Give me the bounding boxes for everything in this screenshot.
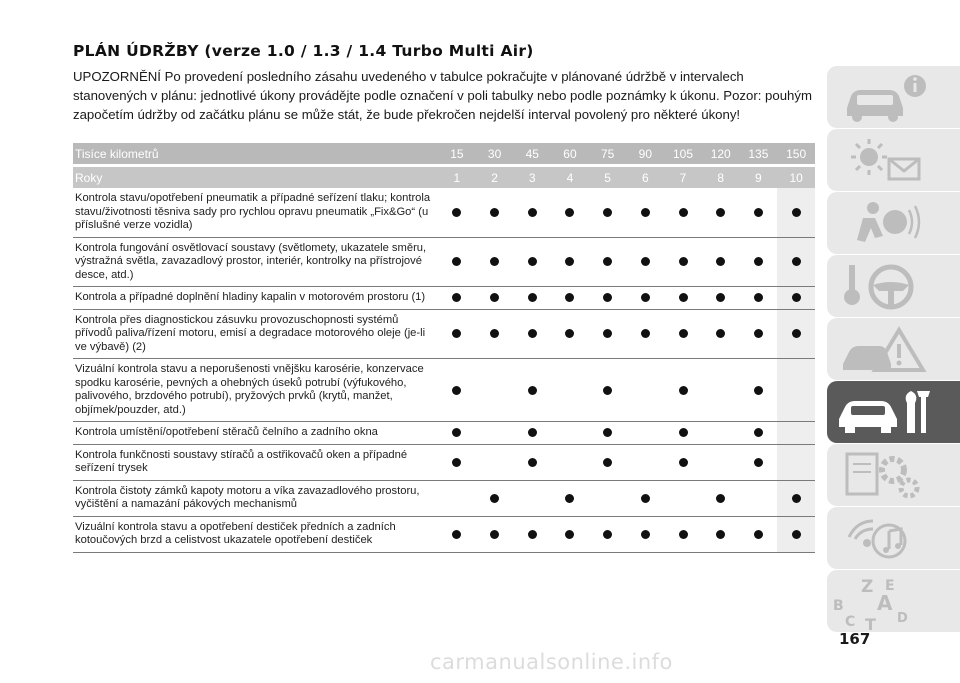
interval-cell <box>589 309 627 359</box>
required-dot-icon <box>603 530 612 539</box>
interval-cell <box>740 359 778 422</box>
km-header-cell: 150 <box>777 143 815 164</box>
index-letter: B <box>833 598 844 614</box>
interval-cell <box>702 480 740 516</box>
interval-cell <box>664 309 702 359</box>
table-row <box>73 287 815 310</box>
required-dot-icon <box>754 428 763 437</box>
sidebar-tab-car-service[interactable] <box>827 381 960 443</box>
km-header-cell: 90 <box>626 143 664 164</box>
required-dot-icon <box>452 458 461 467</box>
interval-cell <box>476 422 514 445</box>
km-header-cell: 120 <box>702 143 740 164</box>
required-dot-icon <box>754 208 763 217</box>
required-dot-icon <box>565 329 574 338</box>
task-description: Vizuální kontrola stavu a opotřebení destiček předních a zadních kotoučových brzd a celistvost ukazatele opotřebení destiček <box>73 516 438 552</box>
sidebar-tab-multimedia[interactable] <box>827 507 960 569</box>
interval-cell <box>476 444 514 480</box>
required-dot-icon <box>679 208 688 217</box>
warning-lights-icon <box>827 129 960 191</box>
interval-cell <box>740 237 778 287</box>
interval-cell <box>626 444 664 480</box>
interval-cell <box>551 309 589 359</box>
interval-cell <box>740 480 778 516</box>
interval-cell <box>626 188 664 237</box>
interval-cell <box>589 422 627 445</box>
interval-cell <box>777 480 815 516</box>
index-letter: A <box>877 591 893 615</box>
required-dot-icon <box>528 458 537 467</box>
required-dot-icon <box>490 494 499 503</box>
interval-cell <box>777 359 815 422</box>
required-dot-icon <box>452 386 461 395</box>
required-dot-icon <box>679 293 688 302</box>
interval-cell <box>438 309 476 359</box>
task-description: Vizuální kontrola stavu a neporušenosti vnějšku karosérie, konzervace spodku karosérie, pevných a ohebných úseků potrubí (výfukového, palivového, brzdového potrubí), pryžových prvků (krytů, manžet, objímek/pouzder, atd.) <box>73 359 438 422</box>
interval-cell <box>513 516 551 552</box>
key-steering-wheel-icon <box>827 255 960 317</box>
interval-cell <box>438 516 476 552</box>
car-service-wrench-icon <box>827 381 960 443</box>
index-letter: D <box>897 611 908 626</box>
interval-cell <box>589 359 627 422</box>
interval-cell <box>589 480 627 516</box>
required-dot-icon <box>452 530 461 539</box>
required-dot-icon <box>716 293 725 302</box>
interval-cell <box>626 516 664 552</box>
interval-cell <box>626 309 664 359</box>
task-description: Kontrola čistoty zámků kapoty motoru a víka zavazadlového prostoru, vyčištění a namazání pákových mechanismů <box>73 480 438 516</box>
required-dot-icon <box>603 386 612 395</box>
interval-cell <box>513 480 551 516</box>
page-title: PLÁN ÚDRŽBY (verze 1.0 / 1.3 / 1.4 Turbo Multi Air) <box>73 42 534 60</box>
interval-cell <box>664 422 702 445</box>
table-row <box>73 359 815 422</box>
interval-cell <box>702 444 740 480</box>
required-dot-icon <box>754 530 763 539</box>
required-dot-icon <box>528 257 537 266</box>
required-dot-icon <box>792 494 801 503</box>
required-dot-icon <box>603 293 612 302</box>
year-header-cell: 5 <box>589 167 627 188</box>
required-dot-icon <box>490 293 499 302</box>
interval-cell <box>702 516 740 552</box>
interval-cell <box>589 516 627 552</box>
airbag-safety-icon <box>827 192 960 254</box>
required-dot-icon <box>641 530 650 539</box>
required-dot-icon <box>452 257 461 266</box>
interval-cell <box>476 309 514 359</box>
required-dot-icon <box>679 428 688 437</box>
km-header-row <box>73 143 815 164</box>
interval-cell <box>626 480 664 516</box>
index-letter: T <box>865 615 876 632</box>
year-header-cell: 3 <box>513 167 551 188</box>
interval-cell <box>664 444 702 480</box>
interval-cell <box>664 287 702 310</box>
required-dot-icon <box>641 257 650 266</box>
maintenance-schedule-table <box>73 143 815 553</box>
table-row <box>73 309 815 359</box>
interval-cell <box>777 516 815 552</box>
multimedia-icon <box>827 507 960 569</box>
required-dot-icon <box>716 208 725 217</box>
required-dot-icon <box>603 329 612 338</box>
interval-cell <box>513 444 551 480</box>
required-dot-icon <box>792 257 801 266</box>
interval-cell <box>476 188 514 237</box>
interval-cell <box>740 444 778 480</box>
interval-cell <box>438 480 476 516</box>
sidebar-tab-technical-data[interactable] <box>827 444 960 506</box>
km-header-cell: 15 <box>438 143 476 164</box>
interval-cell <box>476 359 514 422</box>
years-header-row <box>73 167 815 188</box>
interval-cell <box>664 237 702 287</box>
year-header-cell: 8 <box>702 167 740 188</box>
required-dot-icon <box>679 386 688 395</box>
interval-cell <box>551 359 589 422</box>
sidebar-tab-breakdown[interactable] <box>827 318 960 380</box>
required-dot-icon <box>603 208 612 217</box>
interval-cell <box>551 237 589 287</box>
interval-cell <box>438 237 476 287</box>
interval-cell <box>551 480 589 516</box>
required-dot-icon <box>641 293 650 302</box>
table-row <box>73 480 815 516</box>
interval-cell <box>476 516 514 552</box>
required-dot-icon <box>452 293 461 302</box>
sidebar-tab-airbag-safety[interactable] <box>827 192 960 254</box>
interval-cell <box>664 359 702 422</box>
km-header-cell: 135 <box>740 143 778 164</box>
required-dot-icon <box>528 428 537 437</box>
required-dot-icon <box>452 428 461 437</box>
interval-cell <box>740 422 778 445</box>
interval-cell <box>513 309 551 359</box>
required-dot-icon <box>716 494 725 503</box>
required-dot-icon <box>641 494 650 503</box>
year-header-cell: 4 <box>551 167 589 188</box>
km-header-cell: 105 <box>664 143 702 164</box>
interval-cell <box>589 237 627 287</box>
interval-cell <box>777 287 815 310</box>
interval-cell <box>702 188 740 237</box>
required-dot-icon <box>641 329 650 338</box>
task-description: Kontrola funkčnosti soustavy stíračů a ostřikovačů oken a případné seřízení trysek <box>73 444 438 480</box>
interval-cell <box>777 444 815 480</box>
required-dot-icon <box>754 386 763 395</box>
sidebar-tab-car-info[interactable] <box>827 66 960 128</box>
required-dot-icon <box>754 329 763 338</box>
interval-cell <box>702 287 740 310</box>
required-dot-icon <box>565 293 574 302</box>
year-header-cell: 2 <box>476 167 514 188</box>
required-dot-icon <box>716 329 725 338</box>
required-dot-icon <box>754 458 763 467</box>
interval-cell <box>476 480 514 516</box>
interval-cell <box>513 422 551 445</box>
required-dot-icon <box>716 530 725 539</box>
interval-cell <box>626 287 664 310</box>
required-dot-icon <box>528 386 537 395</box>
interval-cell <box>513 359 551 422</box>
interval-cell <box>438 422 476 445</box>
page-number: 167 <box>839 630 871 648</box>
interval-cell <box>513 188 551 237</box>
required-dot-icon <box>679 458 688 467</box>
required-dot-icon <box>603 428 612 437</box>
required-dot-icon <box>754 257 763 266</box>
interval-cell <box>664 480 702 516</box>
interval-cell <box>702 309 740 359</box>
km-header-cell: 30 <box>476 143 514 164</box>
year-header-cell: 6 <box>626 167 664 188</box>
table-row <box>73 422 815 445</box>
interval-cell <box>664 188 702 237</box>
task-description: Kontrola a případné doplnění hladiny kapalin v motorovém prostoru (1) <box>73 287 438 310</box>
interval-cell <box>476 237 514 287</box>
interval-cell <box>513 287 551 310</box>
required-dot-icon <box>792 329 801 338</box>
index-letter: E <box>885 578 895 594</box>
interval-cell <box>589 188 627 237</box>
interval-cell <box>513 237 551 287</box>
year-header-cell: 9 <box>740 167 778 188</box>
km-header-cell: 60 <box>551 143 589 164</box>
required-dot-icon <box>490 208 499 217</box>
interval-cell <box>589 287 627 310</box>
required-dot-icon <box>565 494 574 503</box>
year-header-cell: 1 <box>438 167 476 188</box>
interval-cell <box>551 516 589 552</box>
required-dot-icon <box>490 257 499 266</box>
task-description: Kontrola stavu/opotřebení pneumatik a případné seřízení tlaku; kontrola stavu/životnosti těsniva sady pro rychlou opravu pneumatik „Fix&Go“ (u příslušné verze vozidla) <box>73 188 438 237</box>
required-dot-icon <box>452 208 461 217</box>
required-dot-icon <box>679 530 688 539</box>
interval-cell <box>551 287 589 310</box>
required-dot-icon <box>792 293 801 302</box>
task-description: Kontrola umístění/opotřebení stěračů čelního a zadního okna <box>73 422 438 445</box>
km-header-cell: 45 <box>513 143 551 164</box>
required-dot-icon <box>452 329 461 338</box>
interval-cell <box>777 422 815 445</box>
interval-cell <box>551 422 589 445</box>
year-header-cell: 7 <box>664 167 702 188</box>
table-row <box>73 516 815 552</box>
required-dot-icon <box>603 458 612 467</box>
required-dot-icon <box>528 329 537 338</box>
sidebar-tab-index[interactable] <box>827 570 960 632</box>
interval-cell <box>702 359 740 422</box>
interval-cell <box>740 516 778 552</box>
interval-cell <box>626 359 664 422</box>
task-description: Kontrola přes diagnostickou zásuvku provozuschopnosti systémů přívodů paliva/řízení motoru, emisí a degradace motorového oleje (je-li ve výbavě) (2) <box>73 309 438 359</box>
required-dot-icon <box>490 530 499 539</box>
watermark: carmanualsonline.info <box>430 650 673 674</box>
interval-cell <box>476 287 514 310</box>
index-letter: C <box>845 614 856 630</box>
interval-cell <box>664 516 702 552</box>
required-dot-icon <box>679 257 688 266</box>
required-dot-icon <box>490 329 499 338</box>
interval-cell <box>438 287 476 310</box>
sidebar-tab-warning-lights[interactable] <box>827 129 960 191</box>
interval-cell <box>551 444 589 480</box>
table-row <box>73 188 815 237</box>
interval-cell <box>777 309 815 359</box>
interval-cell <box>777 188 815 237</box>
task-description: Kontrola fungování osvětlovací soustavy (světlomety, ukazatele směru, výstražná světla, zavazadlový prostor, interiér, kontrolky na přístrojové desce, atd.) <box>73 237 438 287</box>
interval-cell <box>551 188 589 237</box>
index-letters-icon <box>827 570 960 632</box>
breakdown-warning-icon <box>827 318 960 380</box>
required-dot-icon <box>792 530 801 539</box>
interval-cell <box>626 422 664 445</box>
interval-cell <box>438 359 476 422</box>
year-header-cell: 10 <box>777 167 815 188</box>
required-dot-icon <box>565 530 574 539</box>
required-dot-icon <box>528 530 537 539</box>
index-letter: Z <box>861 577 874 597</box>
years-header-label: Roky <box>73 167 438 188</box>
required-dot-icon <box>565 257 574 266</box>
km-header-label: Tisíce kilometrů <box>73 143 438 164</box>
required-dot-icon <box>679 329 688 338</box>
table-row <box>73 237 815 287</box>
interval-cell <box>589 444 627 480</box>
interval-cell <box>740 309 778 359</box>
required-dot-icon <box>528 293 537 302</box>
interval-cell <box>777 237 815 287</box>
required-dot-icon <box>565 208 574 217</box>
interval-cell <box>740 188 778 237</box>
sidebar-tab-key-steering[interactable] <box>827 255 960 317</box>
km-header-cell: 75 <box>589 143 627 164</box>
interval-cell <box>626 237 664 287</box>
car-info-icon <box>827 66 960 128</box>
required-dot-icon <box>603 257 612 266</box>
interval-cell <box>702 422 740 445</box>
table-row <box>73 444 815 480</box>
warning-paragraph: UPOZORNĚNÍ Po provedení posledního zásahu uvedeného v tabulce pokračujte v plánované údržbě v intervalech stanovených v plánu: jednotlivé úkony provádějte podle označení v poli tabulky nebo podle poznámky k úkonu. Pozor: pouhým započetím údržby od začátku plánu se může stát, že bude překročen nejdelší interval povolený pro některé úkony! <box>73 69 812 122</box>
interval-cell <box>740 287 778 310</box>
interval-cell <box>702 237 740 287</box>
required-dot-icon <box>792 208 801 217</box>
interval-cell <box>438 188 476 237</box>
required-dot-icon <box>754 293 763 302</box>
required-dot-icon <box>641 208 650 217</box>
interval-cell <box>438 444 476 480</box>
technical-data-gears-icon <box>827 444 960 506</box>
required-dot-icon <box>716 257 725 266</box>
required-dot-icon <box>528 208 537 217</box>
